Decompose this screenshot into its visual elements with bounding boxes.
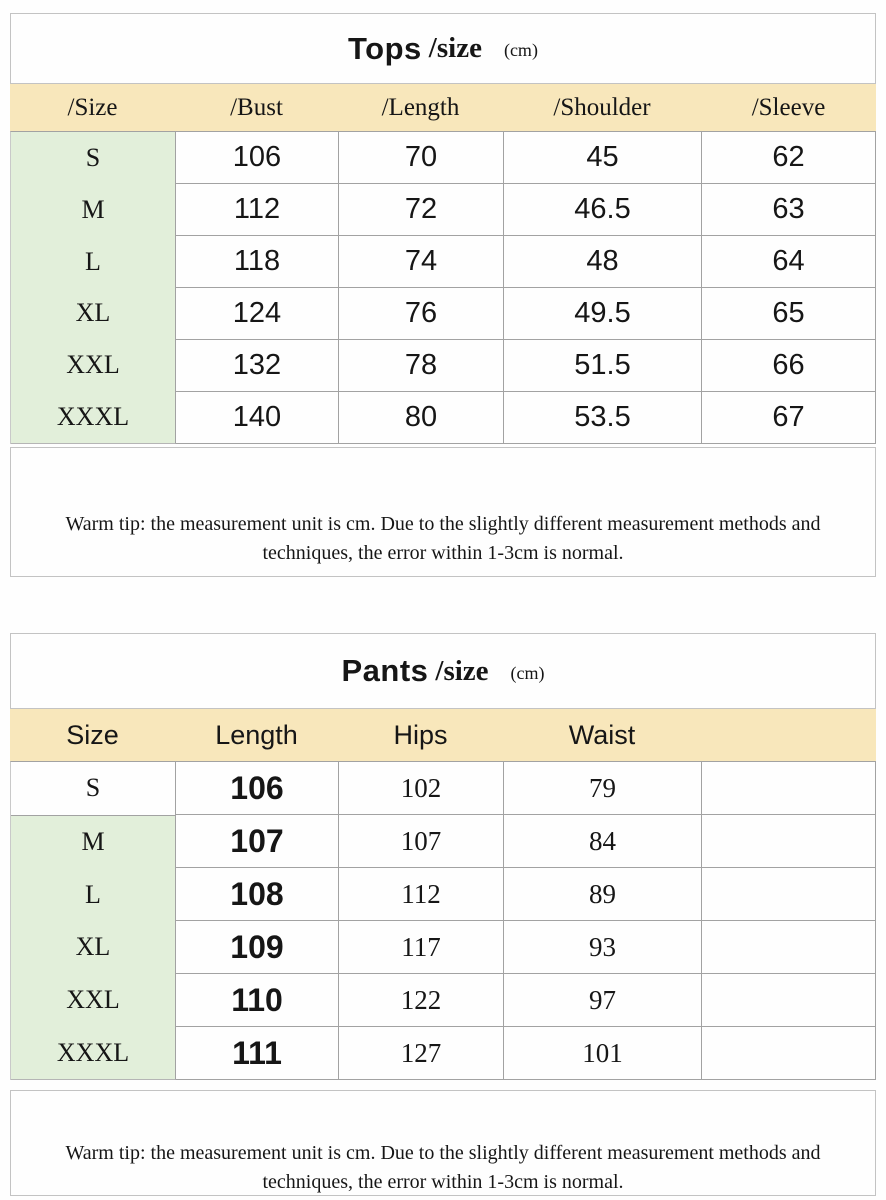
value-cell: 78 <box>339 340 504 392</box>
value-cell: 51.5 <box>504 340 702 392</box>
value-cell: 107 <box>339 815 504 868</box>
table-row <box>176 921 876 974</box>
value-cell: 74 <box>339 236 504 288</box>
value-cell: 45 <box>504 132 702 184</box>
tops-header-sleeve: /Sleeve <box>751 93 826 121</box>
pants-unit-label: (cm) <box>510 662 545 683</box>
size-cell: M <box>11 816 175 869</box>
value-cell <box>702 974 876 1027</box>
value-cell: 109 <box>176 921 339 974</box>
table-row <box>176 974 876 1027</box>
pants-header-hips: Hips <box>393 719 448 750</box>
value-cell: 122 <box>339 974 504 1027</box>
pants-values-area <box>176 762 876 1080</box>
pants-header-row <box>10 709 876 761</box>
table-row <box>176 132 876 184</box>
size-cell: L <box>11 236 175 288</box>
value-cell: 106 <box>176 132 339 184</box>
table-row <box>176 762 876 815</box>
warm-tip-text: Warm tip: the measurement unit is cm. Due to the slightly different measurement methods and techniques, the error within 1-3cm is normal. <box>65 1142 821 1193</box>
value-cell: 106 <box>176 762 339 815</box>
value-cell: 108 <box>176 868 339 921</box>
pants-header-waist: Waist <box>568 719 636 750</box>
value-cell: 117 <box>339 921 504 974</box>
value-cell <box>702 921 876 974</box>
tops-values-area <box>176 132 876 444</box>
tops-header-shoulder: /Shoulder <box>553 93 651 121</box>
value-cell: 93 <box>504 921 702 974</box>
size-cell: XXXL <box>11 391 175 443</box>
value-cell: 140 <box>176 392 339 444</box>
value-cell: 84 <box>504 815 702 868</box>
value-cell: 79 <box>504 762 702 815</box>
value-cell: 80 <box>339 392 504 444</box>
size-cell: S <box>11 132 175 184</box>
tops-header-length: /Length <box>381 93 460 121</box>
pants-size-column <box>11 762 176 1080</box>
value-cell: 65 <box>702 288 876 340</box>
value-cell: 67 <box>702 392 876 444</box>
value-cell: 64 <box>702 236 876 288</box>
tops-warm-tip-box <box>10 447 876 577</box>
tops-header-bust: /Bust <box>230 93 283 121</box>
size-cell: XL <box>11 921 175 974</box>
value-cell: 102 <box>339 762 504 815</box>
value-cell: 112 <box>339 868 504 921</box>
pants-title-box <box>10 633 876 709</box>
tops-title-box <box>10 13 876 84</box>
pants-warm-tip-box <box>10 1090 876 1196</box>
size-cell: L <box>11 868 175 921</box>
value-cell: 132 <box>176 340 339 392</box>
value-cell: 70 <box>339 132 504 184</box>
table-row <box>176 392 876 444</box>
table-row <box>176 815 876 868</box>
size-cell: XXL <box>11 339 175 391</box>
pants-header-size: Size <box>66 719 119 750</box>
warm-tip-text: Warm tip: the measurement unit is cm. Due to the slightly different measurement methods and techniques, the error within 1-3cm is normal. <box>65 513 821 564</box>
pants-title: Pants <box>341 653 429 688</box>
pants-size-table <box>10 761 876 1080</box>
table-row <box>176 868 876 921</box>
value-cell: 112 <box>176 184 339 236</box>
value-cell: 124 <box>176 288 339 340</box>
value-cell <box>702 1027 876 1080</box>
value-cell <box>702 762 876 815</box>
size-cell: XXXL <box>11 1026 175 1079</box>
tops-header-size: /Size <box>67 93 118 121</box>
table-row <box>176 340 876 392</box>
value-cell: 63 <box>702 184 876 236</box>
table-row <box>176 184 876 236</box>
value-cell: 107 <box>176 815 339 868</box>
tops-size-table <box>10 131 876 444</box>
value-cell: 48 <box>504 236 702 288</box>
table-row <box>176 288 876 340</box>
value-cell: 46.5 <box>504 184 702 236</box>
size-cell: S <box>11 762 175 816</box>
pants-header-length: Length <box>215 719 298 750</box>
tops-title: Tops <box>348 30 422 66</box>
size-cell: XL <box>11 287 175 339</box>
tops-header-row <box>10 84 876 131</box>
tops-title-suffix: /size <box>428 32 482 64</box>
value-cell: 72 <box>339 184 504 236</box>
size-cell: XXL <box>11 974 175 1027</box>
size-cell: M <box>11 184 175 236</box>
value-cell: 127 <box>339 1027 504 1080</box>
table-row <box>176 236 876 288</box>
value-cell: 111 <box>176 1027 339 1080</box>
value-cell: 49.5 <box>504 288 702 340</box>
table-row <box>176 1027 876 1080</box>
value-cell <box>702 815 876 868</box>
value-cell: 101 <box>504 1027 702 1080</box>
value-cell: 97 <box>504 974 702 1027</box>
value-cell: 89 <box>504 868 702 921</box>
value-cell: 62 <box>702 132 876 184</box>
value-cell: 76 <box>339 288 504 340</box>
value-cell: 66 <box>702 340 876 392</box>
pants-title-suffix: /size <box>435 654 489 687</box>
value-cell: 53.5 <box>504 392 702 444</box>
value-cell <box>702 868 876 921</box>
tops-size-column <box>11 132 176 444</box>
tops-unit-label: (cm) <box>503 40 538 60</box>
value-cell: 118 <box>176 236 339 288</box>
value-cell: 110 <box>176 974 339 1027</box>
